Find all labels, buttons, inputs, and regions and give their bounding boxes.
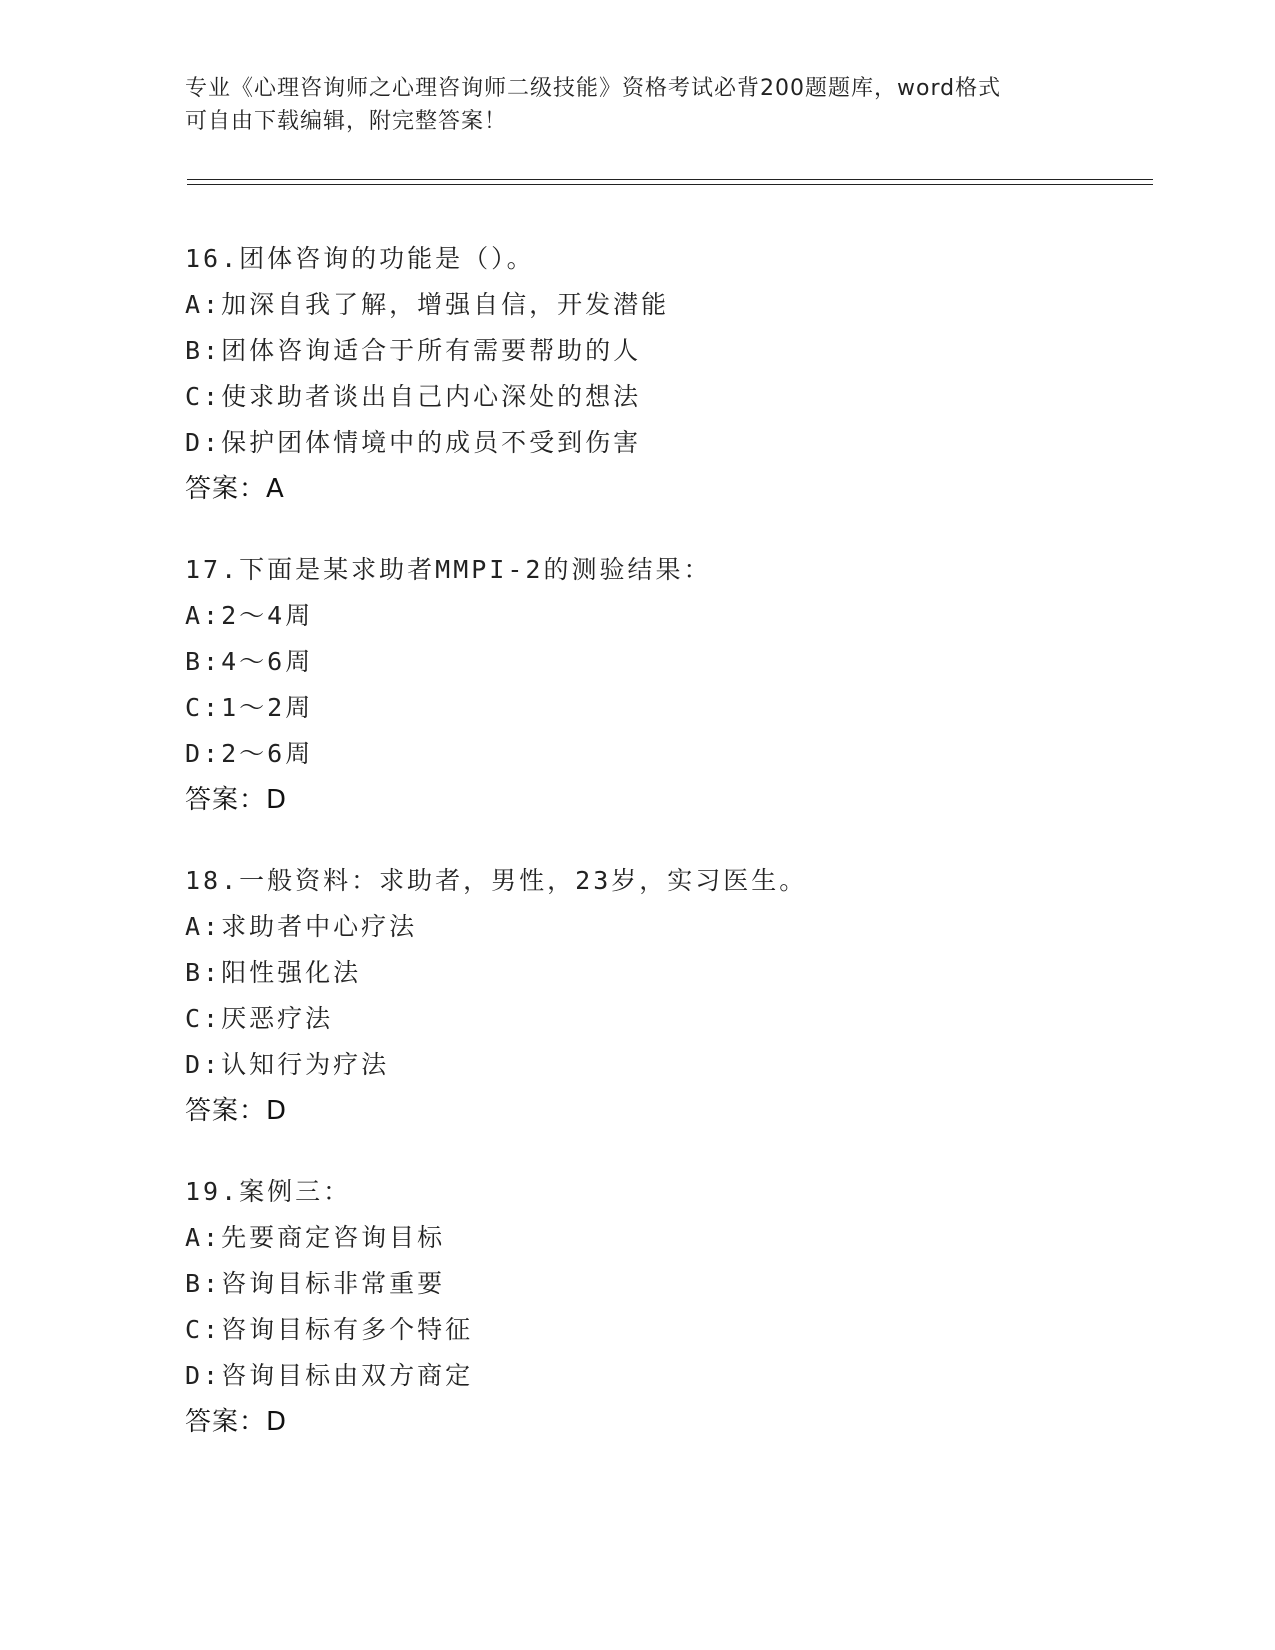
option-d: D:认知行为疗法 (185, 1050, 390, 1079)
question-16 (185, 236, 1185, 512)
option-d: D:咨询目标由双方商定 (185, 1361, 474, 1390)
option-a: A:加深自我了解，增强自信，开发潜能 (185, 290, 670, 319)
option-c: C:使求助者谈出自己内心深处的想法 (185, 382, 642, 411)
answer-key: 答案：A (185, 474, 285, 504)
question-17 (185, 547, 1185, 823)
option-c: C:咨询目标有多个特征 (185, 1315, 474, 1344)
option-d: D:2～6周 (185, 739, 314, 768)
option-d: D:保护团体情境中的成员不受到伤害 (185, 428, 642, 457)
option-a: A:2～4周 (185, 601, 314, 630)
header-divider-top (187, 179, 1153, 180)
answer-key: 答案：D (185, 785, 288, 815)
option-a: A:先要商定咨询目标 (185, 1223, 446, 1252)
question-list (185, 236, 1185, 1480)
header-divider-bottom (187, 184, 1153, 185)
question-stem: 18.一般资料：求助者，男性，23岁，实习医生。 (185, 866, 808, 895)
option-a: A:求助者中心疗法 (185, 912, 418, 941)
option-b: B:团体咨询适合于所有需要帮助的人 (185, 336, 642, 365)
document-header (185, 72, 1085, 138)
option-c: C:1～2周 (185, 693, 314, 722)
option-b: B:阳性强化法 (185, 958, 362, 987)
option-b: B:咨询目标非常重要 (185, 1269, 446, 1298)
header-line-1: 专业《心理咨询师之心理咨询师二级技能》资格考试必背200题题库，word格式 (185, 76, 1002, 101)
answer-key: 答案：D (185, 1407, 288, 1437)
header-line-2: 可自由下载编辑，附完整答案！ (185, 109, 508, 134)
question-19 (185, 1169, 1185, 1445)
question-stem: 19.案例三： (185, 1177, 352, 1206)
question-stem: 16.团体咨询的功能是（）。 (185, 244, 535, 273)
question-18 (185, 858, 1185, 1134)
option-c: C:厌恶疗法 (185, 1004, 334, 1033)
question-stem: 17.下面是某求助者MMPI-2的测验结果： (185, 555, 712, 584)
answer-key: 答案：D (185, 1096, 288, 1126)
option-b: B:4～6周 (185, 647, 314, 676)
